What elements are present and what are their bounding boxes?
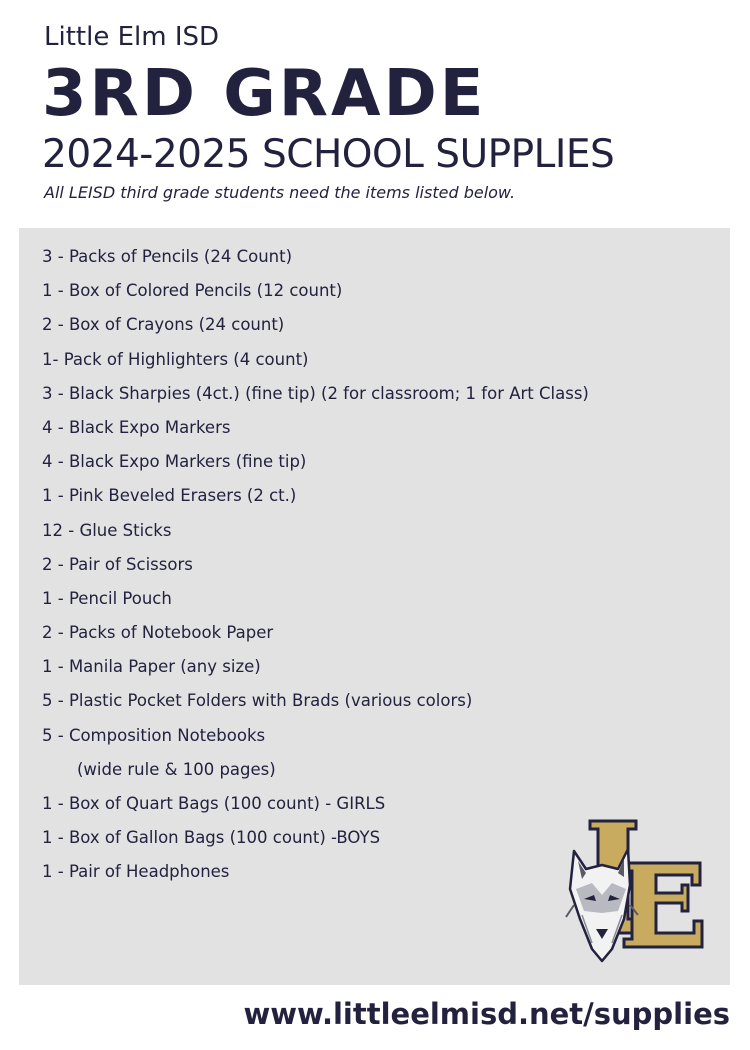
supply-item: 1 - Pair of Headphones	[42, 862, 230, 882]
supply-item: 2 - Pair of Scissors	[42, 554, 193, 574]
supply-item: 2 - Box of Crayons (24 count)	[42, 315, 285, 335]
district-name: Little Elm ISD	[44, 22, 220, 52]
supply-list	[42, 240, 589, 890]
supply-item: 1 - Pink Beveled Erasers (2 ct.)	[42, 486, 297, 506]
little-elm-wolf-logo-icon	[562, 815, 712, 965]
supply-item-detail: (wide rule & 100 pages)	[77, 759, 276, 779]
supply-item: 1 - Box of Gallon Bags (100 count) -BOYS	[42, 828, 381, 848]
supply-item: 1 - Box of Colored Pencils (12 count)	[42, 281, 343, 301]
supply-item: 3 - Black Sharpies (4ct.) (fine tip) (2 for classroom; 1 for Art Class)	[42, 383, 589, 403]
supply-item: 5 - Composition Notebooks	[42, 725, 266, 745]
grade-title: 3RD GRADE	[42, 57, 487, 131]
supply-item: 4 - Black Expo Markers (fine tip)	[42, 452, 307, 472]
supply-item: 3 - Packs of Pencils (24 Count)	[42, 247, 293, 266]
supply-item: 1 - Pencil Pouch	[42, 588, 172, 608]
logo-letter-e	[624, 863, 702, 947]
supply-item: 1- Pack of Highlighters (4 count)	[42, 349, 309, 369]
supply-item: 12 - Glue Sticks	[42, 520, 172, 540]
supply-item: 5 - Plastic Pocket Folders with Brads (various colors)	[42, 691, 473, 711]
supply-item: 2 - Packs of Notebook Paper	[42, 623, 274, 643]
supply-item: 4 - Black Expo Markers	[42, 417, 231, 437]
school-year-title: 2024-2025 SCHOOL SUPPLIES	[42, 132, 615, 177]
supply-item: 1 - Box of Quart Bags (100 count) - GIRLS	[42, 794, 386, 813]
supply-item: 1 - Manila Paper (any size)	[42, 657, 261, 677]
supplies-website-url: www.littleelmisd.net/supplies	[243, 997, 730, 1031]
subtitle: All LEISD third grade students need the items listed below.	[44, 183, 516, 202]
